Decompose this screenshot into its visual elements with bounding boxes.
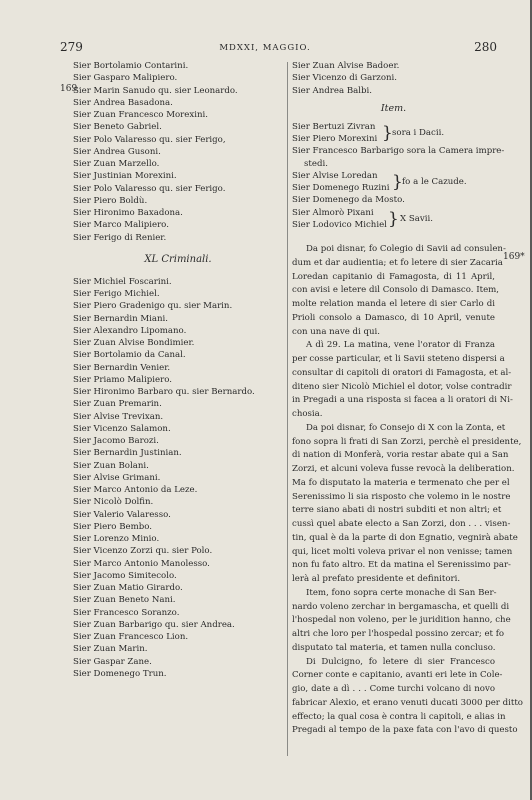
list-item: Sier Alvise Trevixan. (73, 411, 164, 422)
text-line: A dì 29. La matina, vene l'orator di Franza (306, 340, 495, 351)
list-item: Sier Andrea Basadona. (73, 97, 173, 108)
paragraph (292, 656, 523, 739)
list-item: Sier Marco Antonio da Leze. (73, 485, 198, 495)
list-item: Sier Almorò Pixani (292, 207, 374, 218)
brace-icon: } (392, 171, 403, 192)
text-line: molte relation manda el letere di sier Carlo di (292, 299, 495, 309)
list-item: Sier Piero Gradenigo qu. sier Marin. (73, 301, 233, 312)
brace-group (292, 121, 495, 146)
text-line: con una nave di qui. (292, 326, 381, 337)
list-item: Sier Domenego Trun. (73, 668, 167, 679)
list-item: Sier Gaspar Zane. (73, 656, 152, 667)
text-line: l'hospedal non voleno, per le juridition hanno, che (292, 615, 511, 626)
left-top-list (73, 60, 283, 244)
list-item: Sier Zuan Marzello. (73, 159, 160, 169)
list-item: Sier Domenego da Mosto. (292, 195, 405, 206)
list-item: Sier Lorenzo Minio. (73, 534, 160, 544)
list-item: Sier Ferigo Michiel. (73, 289, 160, 299)
list-item: Sier Zuan Bolani. (73, 460, 149, 471)
list-item: Sier Marco Antonio Manolesso. (73, 558, 210, 569)
list-item-continuation: stedi. (304, 158, 328, 169)
text-line: altri che loro per l'hospedal possino zercar; et fo (292, 629, 505, 639)
margin-note-right: 169* (503, 252, 525, 262)
text-line: effecto; la qual cosa è contra li capitoli, e alias in (292, 711, 506, 722)
list-item: Sier Zuan Premarin. (73, 399, 162, 410)
list-item: Sier Bernardin Justinian. (73, 448, 182, 459)
text-line: dum et dar audientia; et fo letere di sier Zacaria (292, 257, 503, 268)
list-item: Sier Andrea Balbi. (292, 85, 373, 96)
list-item: Sier Hironimo Barbaro qu. sier Bernardo. (73, 387, 255, 397)
text-line: fono sopra li frati di San Zorzi, perchè el presidente, (292, 436, 522, 447)
list-item: Sier Lodovico Michiel (292, 219, 387, 230)
list-item: Sier Marco Malipiero. (73, 220, 169, 231)
text-line: Zorzi, et alcuni voleva fusse revocà la deliberation. (292, 464, 515, 474)
brace-label: X Savii. (400, 213, 433, 224)
brace-group (292, 207, 495, 232)
text-line: diteno sier Nicolò Michiel el dotor, volse contradir (292, 381, 512, 392)
text-line: di nation di Monferà, voria restar abate qui a San (292, 450, 509, 461)
text-line: gio, date a dì . . . Come turchi volcano di novo (292, 684, 495, 694)
text-line: Item, fono sopra certe monache di San Ber- (306, 587, 497, 598)
list-item: Sier Nicolò Dolfin. (73, 497, 154, 508)
text-line: disputato tal materia, et tamen nulla concluso. (292, 642, 496, 653)
text-line: Prioli consolo a Damasco, di 10 April, venute (292, 312, 495, 323)
text-line: per cosse particular, et li Savii steteno dispersi a (292, 354, 505, 364)
list-item: Sier Piero Morexini (292, 134, 378, 144)
list-item: Sier Andrea Gusoni. (73, 146, 161, 157)
text-line: Loredan capitanio di Famagosta, di 11 April, (292, 271, 495, 282)
column-divider (287, 62, 288, 756)
text-line: non fu fato altro. Et da matina el Serenissimo par- (292, 560, 511, 571)
list-item: Sier Polo Valaresso qu. sier Ferigo, (73, 134, 226, 145)
list-item: Sier Zuan Francesco Morexini. (73, 110, 208, 120)
right-page-number: 280 (474, 40, 497, 54)
list-item: Sier Gasparo Malipiero. (73, 73, 178, 84)
list-item: Sier Michiel Foscarini. (73, 276, 172, 287)
text-line: chosia. (292, 409, 323, 419)
running-title: MDXXI, MAGGIO. (219, 43, 311, 53)
brace-label: fo a le Cazude. (402, 176, 467, 187)
text-line: fabricar Alexio, et erano venuti ducati 3000 per ditto (292, 697, 523, 708)
list-item: Sier Piero Bembo. (73, 521, 152, 532)
text-line: Ma fo disputato la materia e termenato che per el (292, 477, 510, 488)
text-line: Di Dulcigno, fo letere di sier Francesco (306, 656, 495, 667)
list-item: Sier Bertuzi Zivran (292, 121, 376, 132)
list-item: Sier Jacomo Simitecolo. (73, 570, 177, 581)
text-line: Corner conte e capitanio, avanti eri lete in Cole- (292, 670, 503, 681)
text-line: Da poi disnar, fo Colegio di Savii ad consulen- (306, 244, 506, 254)
list-item: Sier Francesco Soranzo. (73, 607, 180, 618)
list-item: Sier Francesco Barbarigo sora la Camera impre- (292, 146, 505, 157)
text-line: con avisi e letere dil Consolo di Damasco. Item, (292, 285, 500, 296)
list-item: Sier Domenego Ruzini (292, 183, 390, 193)
list-item: Sier Vicenzo Salamon. (73, 423, 171, 434)
list-item: Sier Vicenzo di Garzoni. (292, 73, 398, 84)
list-item: Sier Bernardin Venier. (73, 362, 171, 373)
list-item: Sier Zuan Alvise Badoer. (292, 61, 400, 71)
list-item: Sier Valerio Valaresso. (73, 509, 171, 520)
section-heading: XL Criminali. (144, 253, 212, 265)
xl-criminali-list (73, 276, 283, 680)
left-column (73, 60, 283, 680)
brace-group (292, 170, 495, 195)
list-item: Sier Hironimo Baxadona. (73, 208, 183, 218)
brace-icon: } (388, 208, 399, 229)
paragraph (292, 587, 511, 656)
text-line: terre siano abati di nostri subditi et non altri; et (292, 505, 502, 516)
list-item: Sier Bortolamio da Canal. (73, 350, 186, 361)
list-item: Sier Zuan Marin. (73, 644, 148, 655)
list-item: Sier Zuan Francesco Lion. (73, 632, 189, 642)
brace-label: sora i Dacii. (392, 127, 445, 138)
list-item: Sier Beneto Gabriel. (73, 122, 162, 133)
list-item: Sier Jacomo Barozi. (73, 436, 159, 446)
paragraph (292, 339, 513, 422)
list-item: Sier Zuan Matio Girardo. (73, 583, 183, 593)
text-line: consultar di capitoli di oratori di Famagosta, et al- (292, 367, 512, 378)
list-item: Sier Bortolamio Contarini. (73, 61, 189, 71)
list-item: Sier Vicenzo Zorzi qu. sier Polo. (73, 546, 213, 557)
list-item: Sier Polo Valaresso qu. sier Ferigo. (73, 183, 226, 194)
list-item: Sier Alexandro Lipomano. (73, 325, 187, 336)
spacer (292, 231, 495, 243)
text-line: cussì quel abate electo a San Zorzi, don . . . visen- (292, 519, 511, 529)
list-item: Sier Alvise Grimani. (73, 472, 161, 483)
text-line: qui, licet molti voleva privar el non venisse; tamen (292, 546, 513, 557)
text-line: Da poi disnar, fo Consejo di X con la Zonta, et (306, 422, 506, 433)
margin-note-left: 169 (60, 84, 78, 94)
list-item: Sier Piero Boldù. (73, 195, 148, 206)
item-heading: Item. (380, 102, 407, 114)
text-line: nardo voleno zerchar in bergamascha, et quelli di (292, 601, 510, 612)
text-line: tin, qual è da la parte di don Egnatio, vegnirà abate (292, 532, 518, 543)
left-page-number: 279 (60, 40, 83, 54)
paragraph (292, 422, 522, 587)
brace-icon: } (382, 122, 393, 143)
text-line: Pregadi al tempo de la paxe fata con l'avo di questo (292, 725, 518, 736)
text-line: lerà al prefato presidente et definitori. (292, 574, 461, 584)
list-item: Sier Alvise Loredan (292, 170, 378, 181)
list-item: Sier Justinian Morexini. (73, 171, 177, 182)
list-item: Sier Priamo Malipiero. (73, 374, 172, 385)
list-item: Sier Zuan Beneto Nani. (73, 595, 176, 606)
list-item: Sier Ferigo di Renier. (73, 232, 167, 243)
list-item: Sier Marin Sanudo qu. sier Leonardo. (73, 85, 238, 96)
text-line: Serenissimo li sia risposto che volemo in le nostre (292, 491, 511, 502)
list-item: Sier Bernardin Miani. (73, 313, 169, 324)
text-line: in Pregadi a una risposta si facea a li oratori di Ni- (292, 395, 513, 406)
list-item: Sier Zuan Barbarigo qu. sier Andrea. (73, 619, 235, 630)
list-item: Sier Zuan Alvise Bondimier. (73, 338, 195, 348)
paragraph (292, 243, 506, 339)
